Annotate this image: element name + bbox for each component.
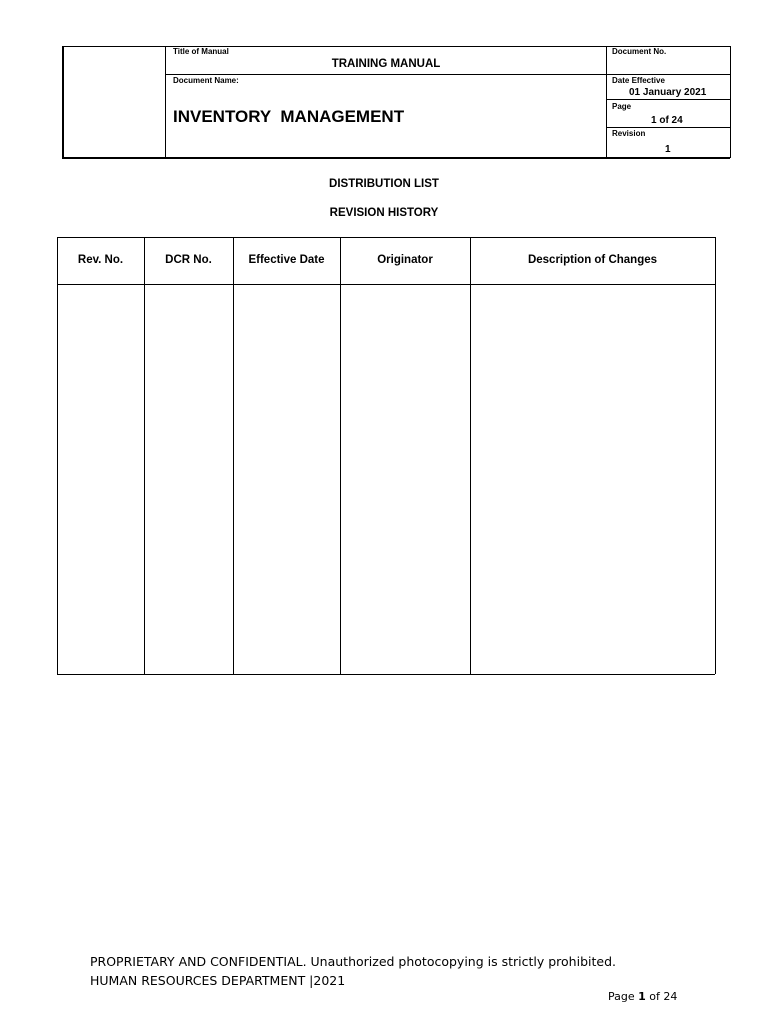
document-no-label: Document No. [612,47,667,56]
table-border-right [715,237,716,674]
date-effective-label: Date Effective [612,76,665,85]
document-name-label: Document Name: [173,76,239,85]
footer-page-current: 1 [638,990,646,1003]
table-body-empty [58,285,714,673]
date-effective-value: 01 January 2021 [629,87,707,98]
logo-area [64,48,164,156]
department-footer: HUMAN RESOURCES DEPARTMENT |2021 [90,973,346,988]
title-of-manual: TRAINING MANUAL [331,58,441,70]
header-meta-divider [606,46,607,158]
table-border-bottom [57,674,715,675]
header-page-divider [606,127,730,128]
page-value: 1 of 24 [651,115,683,126]
header-date-divider [606,99,730,100]
confidential-notice: PROPRIETARY AND CONFIDENTIAL. Unauthorized photocopying is strictly prohibited. [90,954,616,969]
footer-page-prefix: Page [608,990,639,1003]
column-header-effective-date: Effective Date [248,254,325,266]
header-border-bottom [62,157,730,159]
document-name: INVENTORY MANAGEMENT [173,107,405,126]
footer-page-of: of 24 [645,990,678,1003]
footer-page-number [608,990,677,1003]
table-border-top [57,237,715,238]
revision-value: 1 [665,144,671,155]
revision-history-heading: REVISION HISTORY [329,207,439,219]
column-header-dcr-no: DCR No. [165,254,212,266]
page-label: Page [612,102,632,111]
distribution-list-heading: DISTRIBUTION LIST [329,178,439,190]
column-header-description-of-changes: Description of Changes [527,254,658,266]
column-header-originator: Originator [377,254,433,266]
title-of-manual-label: Title of Manual [173,47,229,56]
column-header-rev-no: Rev. No. [77,254,124,266]
header-row-divider [165,74,730,75]
header-border-right [730,46,731,158]
revision-label: Revision [612,129,646,138]
